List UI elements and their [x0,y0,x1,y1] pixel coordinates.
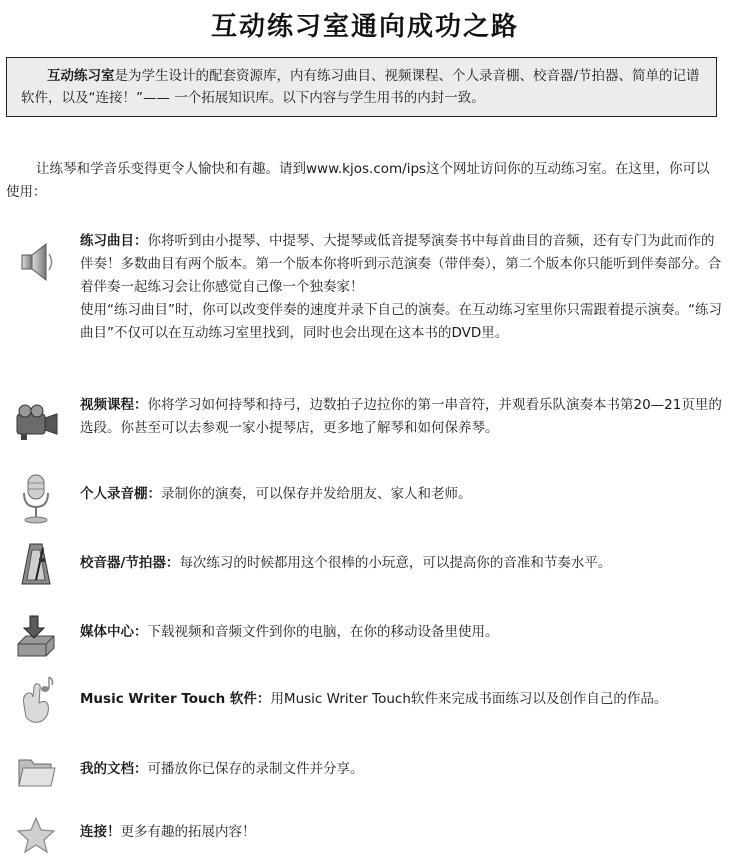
page-title: 互动练习室通向成功之路 [210,12,519,42]
folder-icon [8,744,64,800]
speaker-icon [8,234,64,290]
item-text-2: 使用“练习曲目”时，你可以改变伴奏的速度并录下自己的演奏。在互动练习室里你只需跟着提示演奏。“练习曲目”不仅可以在互动练习室里找到，同时也会出现在这本书的DVD里。 [80,302,722,341]
lead-paragraph: 让练琴和学音乐变得更令人愉快和有趣。请到www.kjos.com/ips这个网址访问你的互动练习室。在这里，你可以使用： [6,161,710,200]
item-label: 连接！ [80,824,121,840]
intro-bold: 互动练习室 [47,68,115,84]
item-text: 每次练习的时候都用这个很棒的小玩意，可以提高你的音准和节奏水平。 [179,555,612,571]
item-label: Music Writer Touch 软件： [80,691,271,707]
item-label: 练习曲目： [80,233,148,249]
item-label: 我的文档： [80,761,148,777]
download-drive-icon [8,609,64,665]
item-text: 下载视频和音频文件到你的电脑，在你的移动设备里使用。 [147,624,499,640]
intro-text: 是为学生设计的配套资源库，内有练习曲目、视频课程、个人录音棚、校音器/节拍器、简单的记谱软件，以及“连接！”—— 一个拓展知识库。以下内容与学生用书的内封一致。 [21,68,700,106]
star-icon [8,807,64,863]
microphone-icon [8,471,64,527]
intro-box [6,57,717,117]
item-label: 校音器/节拍器： [80,555,180,571]
item-text: 更多有趣的拓展内容！ [120,824,256,840]
item-label: 媒体中心： [80,624,148,640]
metronome-icon [8,536,64,592]
item-label: 视频课程： [80,397,148,413]
item-text: 你将学习如何持琴和持弓，边数拍子边拉你的第一串音符，并观看乐队演奏本书第20—21页里的选段。你甚至可以去参观一家小提琴店，更多地了解琴和如何保养琴。 [80,397,722,436]
item-label: 个人录音棚： [80,486,161,502]
item-text: 用Music Writer Touch软件来完成书面练习以及创作自己的作品。 [270,691,668,707]
music-notes-hand-icon [8,672,64,728]
item-text: 录制你的演奏，可以保存并发给朋友、家人和老师。 [161,486,472,502]
video-camera-icon [8,394,64,450]
item-text: 可播放你已保存的录制文件并分享。 [147,761,364,777]
item-text: 你将听到由小提琴、中提琴、大提琴或低音提琴演奏书中每首曲目的音频，还有专门为此而作的伴奏！多数曲目有两个版本。第一个版本你将听到示范演奏（带伴奏），第二个版本你只能听到伴奏部分。合着伴奏一起练习会让你感觉自己像一个独奏家！ [80,233,722,295]
